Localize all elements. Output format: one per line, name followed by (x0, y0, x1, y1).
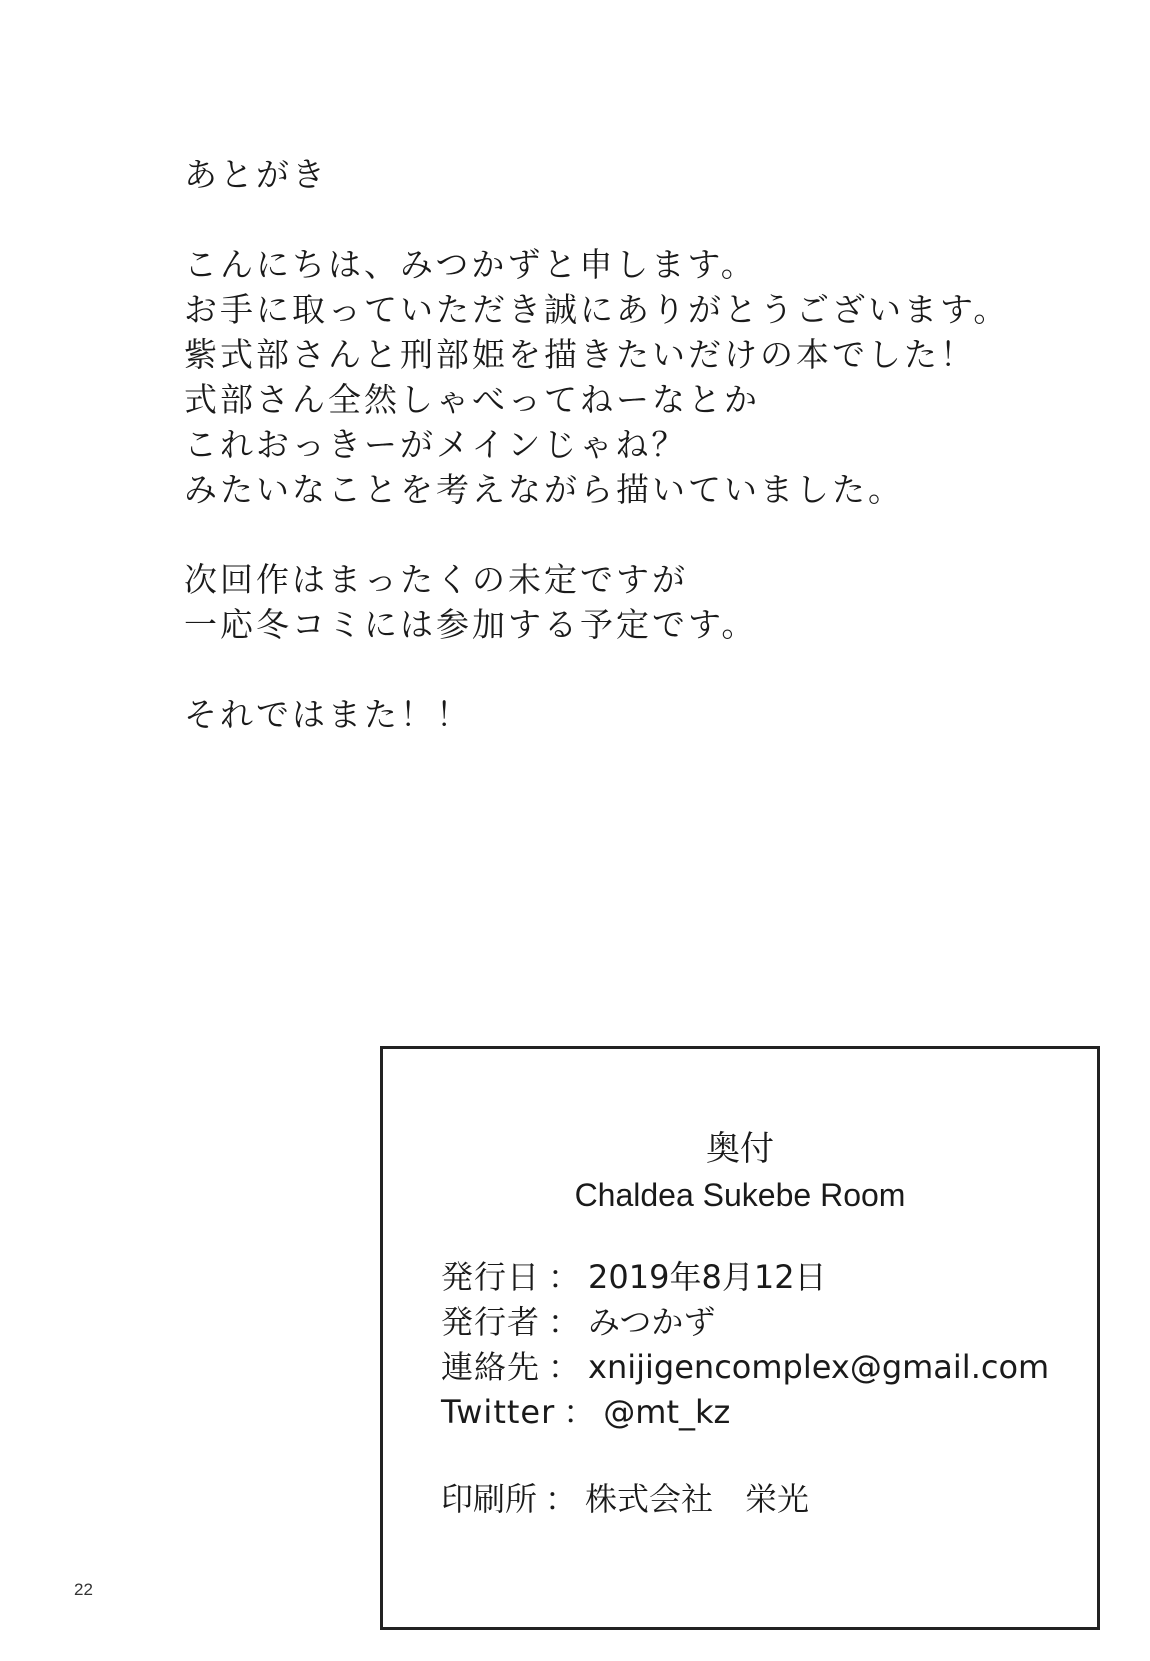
contact-email: xnijigencomplex@gmail.com (588, 1348, 1050, 1386)
publish-date-label: 発行日 (441, 1258, 541, 1296)
spacer (184, 647, 1084, 692)
spacer (184, 197, 1084, 242)
page-number: 22 (74, 1580, 93, 1599)
afterword-heading: あとがき (184, 155, 328, 194)
afterword-line: こんにちは、みつかずと申します。 (184, 245, 757, 284)
separator: ： (548, 1258, 581, 1296)
afterword-closing: それではまた！！ (184, 695, 472, 734)
publish-date-row (441, 1255, 1091, 1300)
afterword-paragraph-2 (184, 557, 1084, 647)
spacer (184, 512, 1084, 557)
afterword-section (184, 152, 1084, 737)
colophon-box (380, 1046, 1100, 1630)
afterword-line: これおっきーがメインじゃね？ (184, 425, 688, 464)
twitter-row (441, 1390, 1091, 1435)
separator: ： (548, 1303, 581, 1341)
afterword-paragraph-1 (184, 242, 1084, 512)
afterword-line: 式部さん全然しゃべってねーなとか (184, 380, 760, 419)
publisher-label: 発行者 (441, 1303, 541, 1341)
printer-row (441, 1477, 809, 1522)
afterword-line: 一応冬コミには参加する予定です。 (184, 605, 758, 644)
printer-label: 印刷所 (441, 1480, 538, 1518)
afterword-line: 次回作はまったくの未定ですが (184, 560, 688, 599)
publisher-value: みつかず (588, 1303, 716, 1341)
separator: ： (545, 1480, 578, 1518)
separator: ： (563, 1393, 596, 1431)
twitter-label: Twitter (441, 1393, 556, 1431)
circle-name: Chaldea Sukebe Room (574, 1177, 906, 1213)
contact-label: 連絡先 (441, 1348, 541, 1386)
colophon-title: 奥付 (706, 1129, 774, 1169)
afterword-line: 紫式部さんと刑部姫を描きたいだけの本でした！ (184, 335, 976, 374)
contact-row (441, 1345, 1091, 1390)
printer-value: 株式会社 栄光 (585, 1480, 810, 1518)
twitter-handle: @mt_kz (603, 1393, 731, 1431)
afterword-line: お手に取っていただき誠にありがとうございます。 (184, 290, 1010, 329)
separator: ： (548, 1348, 581, 1386)
colophon-details (441, 1255, 1091, 1435)
publish-date-value: 2019年8月12日 (588, 1258, 827, 1296)
afterword-line: みたいなことを考えながら描いていました。 (184, 470, 904, 509)
publisher-row (441, 1300, 1091, 1345)
